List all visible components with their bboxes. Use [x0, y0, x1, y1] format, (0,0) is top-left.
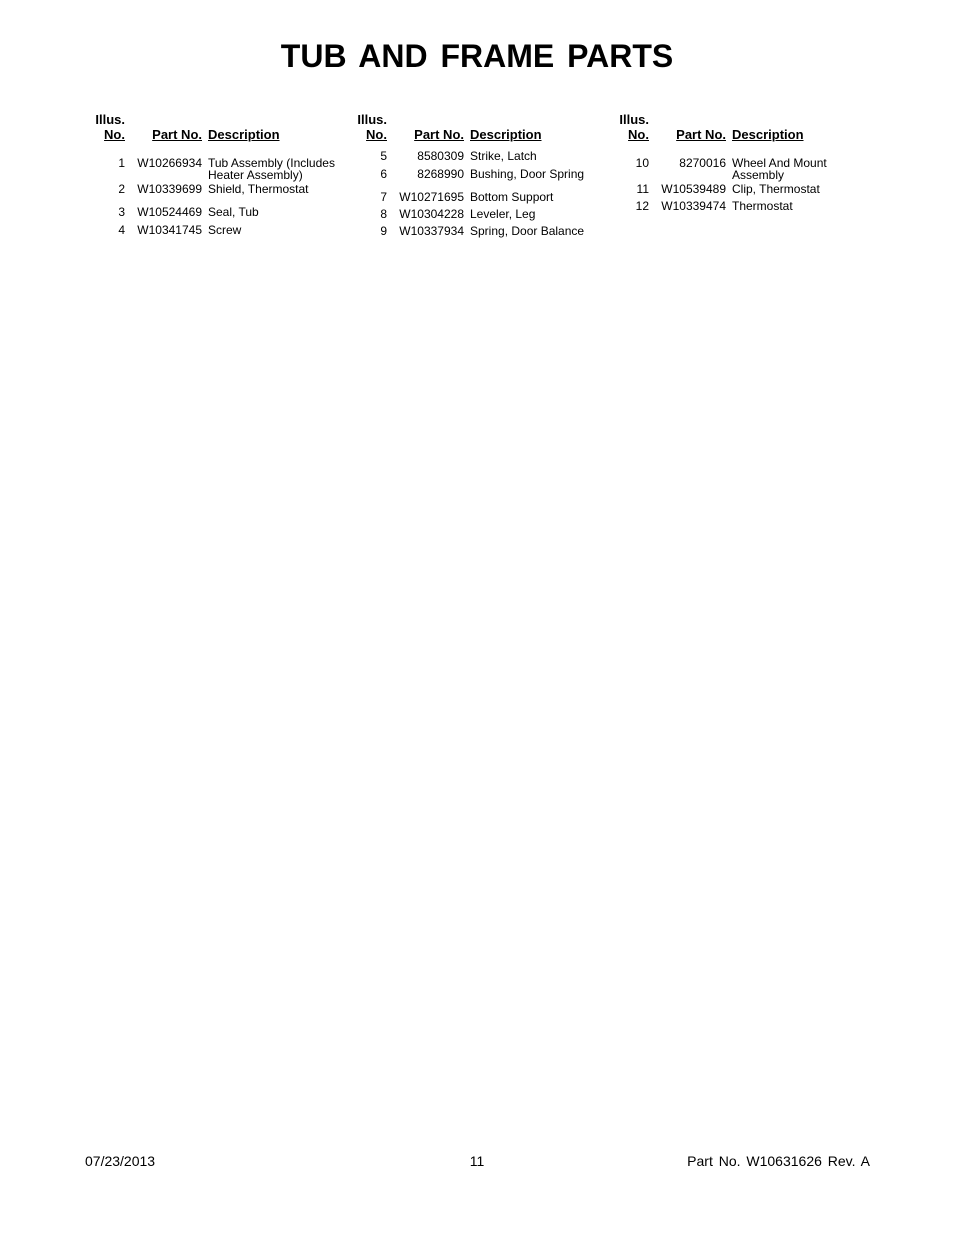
parts-column-3: [612, 112, 872, 252]
part-number: W10341745: [137, 223, 202, 237]
illus-no-header: [88, 112, 125, 142]
parts-column-2: [350, 112, 610, 252]
part-number: W10339699: [137, 182, 202, 196]
illus-header-line2: No.: [628, 127, 649, 142]
page-title: TUB AND FRAME PARTS: [280, 38, 674, 74]
illus-number: 6: [380, 167, 387, 181]
illus-number: 1: [118, 156, 125, 170]
part-no-header: Part No.: [152, 127, 202, 142]
footer-date: 07/23/2013: [85, 1153, 156, 1169]
description-header: Description: [732, 127, 804, 142]
part-number: W10524469: [137, 205, 202, 219]
illus-number: 9: [380, 224, 387, 238]
part-description: Clip, Thermostat: [732, 182, 820, 196]
illus-number: 10: [635, 156, 649, 170]
part-number: W10271695: [399, 190, 464, 204]
part-number: W10337934: [399, 224, 464, 238]
illus-number: 12: [635, 199, 649, 213]
part-description: Shield, Thermostat: [208, 182, 309, 196]
illus-header-line2: No.: [104, 127, 125, 142]
illus-number: 2: [118, 182, 125, 196]
part-number: W10539489: [661, 182, 726, 196]
parts-column-1: [88, 112, 348, 252]
illus-header-line1: Illus.: [619, 112, 649, 127]
part-number: 8268990: [417, 167, 464, 181]
page-number: 11: [469, 1153, 485, 1169]
illus-number: 5: [380, 149, 387, 163]
illus-number: 7: [380, 190, 387, 204]
illus-number: 11: [636, 182, 649, 196]
part-description: Leveler, Leg: [470, 207, 536, 221]
part-description: Bottom Support: [470, 190, 554, 204]
part-number: 8580309: [417, 149, 464, 163]
part-number: W10266934: [137, 156, 202, 170]
part-description: Screw: [208, 223, 242, 237]
illus-number: 3: [118, 205, 125, 219]
footer-part-revision: Part No. W10631626 Rev. A: [687, 1153, 870, 1169]
part-description: Bushing, Door Spring: [470, 167, 585, 181]
description-header: Description: [208, 127, 280, 142]
illus-no-header: [612, 112, 649, 142]
part-description: Seal, Tub: [208, 205, 259, 219]
part-number: W10339474: [661, 199, 726, 213]
part-no-header: Part No.: [676, 127, 726, 142]
part-description: Spring, Door Balance: [470, 224, 585, 238]
illus-no-header: [350, 112, 387, 142]
part-description: Wheel And Mount Assembly: [732, 156, 827, 182]
description-header: Description: [470, 127, 542, 142]
part-description: Thermostat: [732, 199, 793, 213]
part-number: 8270016: [679, 156, 726, 170]
illus-header-line1: Illus.: [95, 112, 125, 127]
illus-number: 8: [380, 207, 387, 221]
illus-number: 4: [118, 223, 125, 237]
part-number: W10304228: [399, 207, 464, 221]
illus-header-line2: No.: [366, 127, 387, 142]
part-description: Tub Assembly (Includes Heater Assembly): [208, 156, 335, 182]
part-description: Strike, Latch: [470, 149, 537, 163]
illus-header-line1: Illus.: [357, 112, 387, 127]
part-no-header: Part No.: [414, 127, 464, 142]
